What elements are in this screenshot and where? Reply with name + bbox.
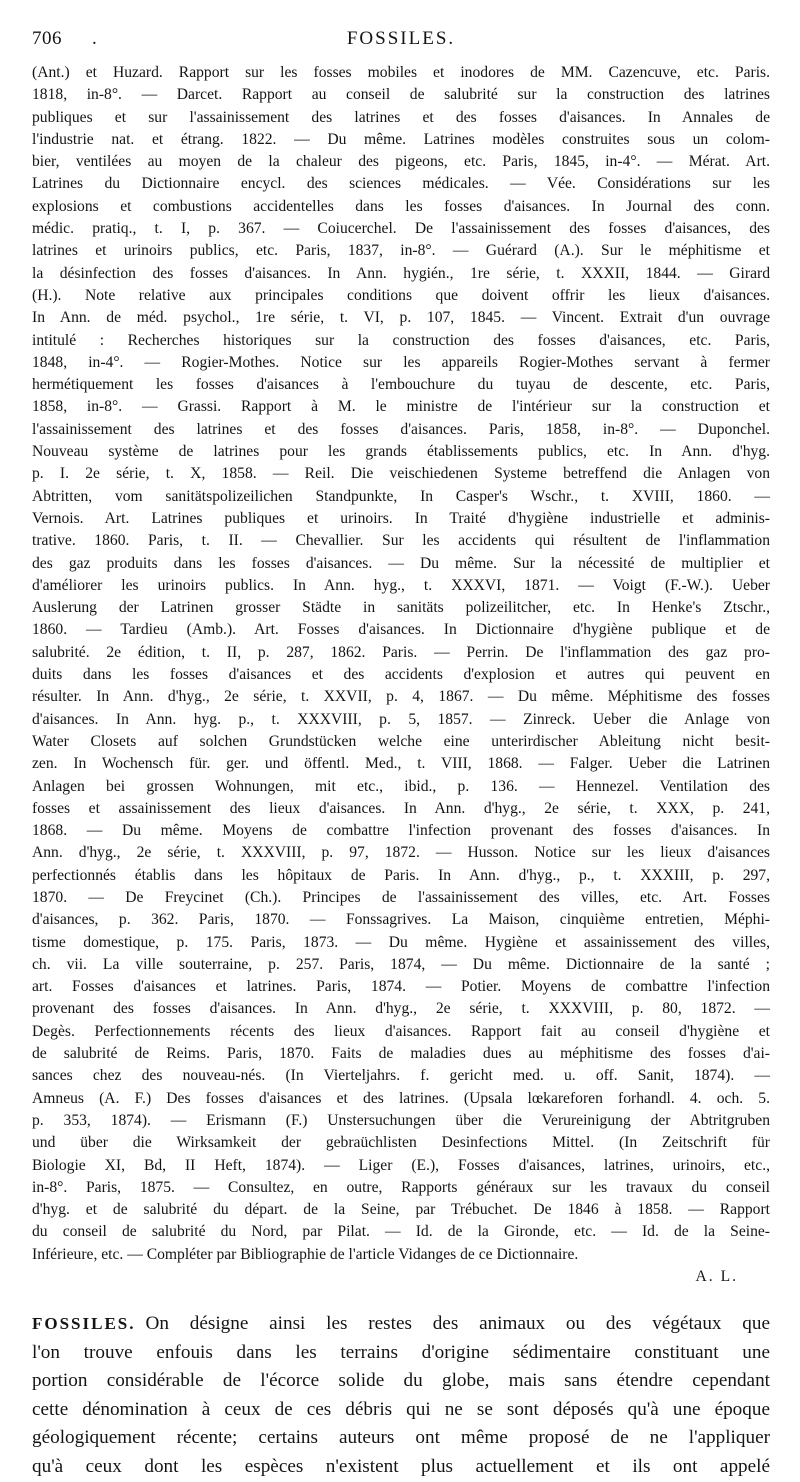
bibliography-line: provenant des fosses d'aisances. In Ann. d'hyg., 2e série, t. XXXVIII, p. 80, 1872. —: [32, 1000, 770, 1018]
bibliography: [32, 62, 770, 1266]
bibliography-line: Degès. Perfectionnements récents des lieux d'aisances. Rapport fait au conseil d'hygiène et: [32, 1022, 770, 1040]
bibliography-line: p. 353, 1874). — Erismann (F.) Unstersuchungen über die Verureinigung der Abtritgruben: [32, 1111, 770, 1129]
bibliography-line: und über die Wirksamkeit der gebraüchlisten Desinfections Mittel. (In Zeitschrift für: [32, 1134, 770, 1152]
article-line: cette dénomination à ceux de ces débris qui ne se sont déposés qu'à une époque: [32, 1398, 770, 1420]
page: [32, 28, 770, 1482]
bibliography-line: de salubrité de Reims. Paris, 1870. Faits de maladies dues au méphitisme des fosses d'ai-: [32, 1045, 770, 1063]
bibliography-line: 1860. — Tardieu (Amb.). Art. Fosses d'aisances. In Dictionnaire d'hygiène publique et de: [32, 621, 770, 639]
bibliography-line: Inférieure, etc. — Compléter par Bibliographie de l'article Vidanges de ce Dictionnaire.: [32, 1245, 579, 1263]
bibliography-line: in-8°. Paris, 1875. — Consultez, en outre, Rapports généraux sur les travaux du conseil: [32, 1178, 770, 1196]
bibliography-line: 1870. — De Freycinet (Ch.). Principes de l'assainissement des villes, etc. Art. Fosses: [32, 888, 770, 906]
bibliography-line: d'hyg. et de salubrité du départ. de la Seine, par Trébuchet. De 1846 à 1858. — Rapport: [32, 1201, 770, 1219]
bibliography-line: la désinfection des fosses d'aisances. In Ann. hygién., 1re série, t. XXXII, 1844. — Girard: [32, 264, 770, 282]
running-head: [32, 28, 770, 62]
bibliography-line: intitulé : Recherches historiques sur la construction des fosses d'aisances, etc. Paris,: [32, 331, 770, 349]
bibliography-line: p. I. 2e série, t. X, 1858. — Reil. Die veischiedenen Systeme betreffend die Anlagen von: [32, 465, 770, 483]
bibliography-line: ch. vii. La ville souterraine, p. 257. Paris, 1874, — Du même. Dictionnaire de la santé ;: [32, 955, 770, 973]
section-title: FOSSILES.: [346, 28, 456, 49]
bibliography-line: Water Closets auf solchen Grundstücken welche eine unterirdischer Ableitung nicht besit-: [32, 732, 770, 750]
bibliography-line: Nouveau système de latrines pour les grands établissements publics, etc. In Ann. d'hyg.: [32, 443, 770, 461]
bibliography-line: Abtritten, vom sanitätspolizeilichen Standpunkte, In Casper's Wschr., t. XVIII, 1860. —: [32, 487, 770, 505]
bibliography-line: Ann. d'hyg., 2e série, t. XXXVIII, p. 97, 1872. — Husson. Notice sur les lieux d'aisances: [32, 844, 770, 862]
bibliography-line: d'améliorer les urinoirs publics. In Ann. hyg., t. XXXVI, 1871. — Voigt (F.-W.). Ueber: [32, 576, 770, 594]
bibliography-line: des gaz produits dans les fosses d'aisances. — Du même. Sur la nécessité de multiplier et: [32, 554, 770, 572]
article-line-text: On désigne ainsi les restes des animaux ou des végétaux que: [145, 1313, 770, 1335]
article-headword: FOSSILES.: [32, 1314, 136, 1334]
bibliography-line: duits dans les fosses d'aisances et des accidents d'explosion et autres qui peuvent en: [32, 666, 770, 684]
bibliography-line: Amneus (A. F.) Des fosses d'aisances et des latrines. (Upsala lœkareforen forhandl. 4. och. 5.: [32, 1089, 770, 1107]
bibliography-line: publiques et sur l'assainissement des latrines et des fosses d'aisances. In Annales de: [32, 108, 770, 126]
article-line: géologiquement récente; certains auteurs ont même proposé de ne l'appliquer: [32, 1427, 770, 1449]
bibliography-line: fosses et assainissement des lieux d'aisances. In Ann. d'hyg., 2e série, t. XXX, p. 241,: [32, 799, 770, 817]
bibliography-line: Biologie XI, Bd, II Heft, 1874). — Liger (E.), Fosses d'aisances, latrines, urinoirs, etc.,: [32, 1156, 770, 1174]
bibliography-line: Auslerung der Latrinen grosser Städte in sanitäts polizeilitcher, etc. In Henke's Ztschr.,: [32, 599, 770, 617]
bibliography-line: zen. In Wochensch für. ger. und öffentl. Med., t. VIII, 1868. — Falger. Ueber die Latrinen: [32, 755, 770, 773]
bibliography-line: l'industrie nat. et étrang. 1822. — Du même. Latrines modèles construites sous un colom-: [32, 130, 770, 148]
bibliography-line: salubrité. 2e édition, t. II, p. 287, 1862. Paris. — Perrin. De l'inflammation des gaz pro-: [32, 643, 770, 661]
bibliography-line: Anlagen bei grossen Wohnungen, mit etc., ibid., p. 136. — Hennezel. Ventilation des: [32, 777, 770, 795]
page-number: 706: [32, 28, 62, 49]
page-number-separator: .: [92, 28, 97, 49]
bibliography-line: 1868. — Du même. Moyens de combattre l'infection provenant des fosses d'aisances. In: [32, 822, 770, 840]
author-signature: A. L.: [695, 1268, 738, 1286]
bibliography-line: sances chez des nouveau-nés. (In Vierteljahrs. f. gericht med. u. off. Sanit, 1874). —: [32, 1067, 770, 1085]
bibliography-line: hermétiquement les fosses d'aisances à l'embouchure du tuyau de descente, etc. Paris,: [32, 376, 770, 394]
bibliography-line: (H.). Note relative aux principales conditions que doivent offrir les lieux d'aisances.: [32, 286, 770, 304]
article-line: [32, 1310, 770, 1339]
bibliography-line: Vernois. Art. Latrines publiques et urinoirs. In Traité d'hygiène industrielle et adminis-: [32, 509, 770, 527]
bibliography-line: (Ant.) et Huzard. Rapport sur les fosses mobiles et inodores de MM. Cazencuve, etc. Paris.: [32, 64, 770, 81]
bibliography-line: 1848, in-4°. — Rogier-Mothes. Notice sur les appareils Rogier-Mothes servant à fermer: [32, 353, 770, 371]
bibliography-line: perfectionnés établis dans les hôpitaux de Paris. In Ann. d'hyg., p., t. XXXIII, p. 297,: [32, 866, 770, 884]
article-line: l'on trouve enfouis dans les terrains d'origine sédimentaire constituant une: [32, 1341, 770, 1363]
bibliography-line: bier, ventilées au moyen de la chaleur des pigeons, etc. Paris, 1845, in-4°. — Mérat. Art.: [32, 153, 770, 171]
article-line: portion considérable de l'écorce solide du globe, mais sans étendre cependant: [32, 1370, 770, 1392]
bibliography-line: médic. pratiq., t. I, p. 367. — Coiucerchel. De l'assainissement des fosses d'aisances, des: [32, 220, 770, 238]
bibliography-line: trative. 1860. Paris, t. II. — Chevallier. Sur les accidents qui résultent de l'inflammation: [32, 532, 770, 550]
bibliography-line: d'aisances. In Ann. hyg. p., t. XXXVIII, p. 5, 1857. — Zinreck. Ueber die Anlage von: [32, 710, 770, 728]
bibliography-line: art. Fosses d'aisances et latrines. Paris, 1874. — Potier. Moyens de combattre l'infection: [32, 978, 770, 996]
bibliography-line: 1858, in-8°. — Grassi. Rapport à M. le ministre de l'intérieur sur la construction et: [32, 398, 770, 416]
bibliography-line: In Ann. de méd. psychol., 1re série, t. VI, p. 107, 1845. — Vincent. Extrait d'un ouvrage: [32, 309, 770, 327]
bibliography-line: latrines et urinoirs publics, etc. Paris, 1837, in-8°. — Guérard (A.). Sur le méphitisme et: [32, 242, 770, 260]
bibliography-line: 1818, in-8°. — Darcet. Rapport au conseil de salubrité sur la construction des latrines: [32, 86, 770, 104]
bibliography-line: résulter. In Ann. d'hyg., 2e série, t. XXVII, p. 4, 1867. — Du même. Méphitisme des fosses: [32, 688, 770, 706]
bibliography-line: Latrines du Dictionnaire encycl. des sciences médicales. — Vée. Considérations sur les: [32, 175, 770, 193]
bibliography-line: tisme domestique, p. 175. Paris, 1873. — Du même. Hygiène et assainissement des villes,: [32, 933, 770, 951]
bibliography-line: l'assainissement des latrines et des fosses d'aisances. Paris, 1858, in-8°. — Duponchel.: [32, 420, 770, 438]
bibliography-line: explosions et combustions accidentelles dans les fosses d'aisances. In Journal des conn.: [32, 197, 770, 215]
article-line: qu'à ceux dont les espèces n'existent plus actuellement et ils ont appelé: [32, 1456, 770, 1477]
bibliography-line: du conseil de salubrité du Nord, par Pilat. — Id. de la Gironde, etc. — Id. de la Seine-: [32, 1223, 770, 1241]
bibliography-line: d'aisances, p. 362. Paris, 1870. — Fonssagrives. La Maison, cinquième entretien, Méphi-: [32, 911, 770, 929]
article-fossiles: [32, 1310, 770, 1482]
